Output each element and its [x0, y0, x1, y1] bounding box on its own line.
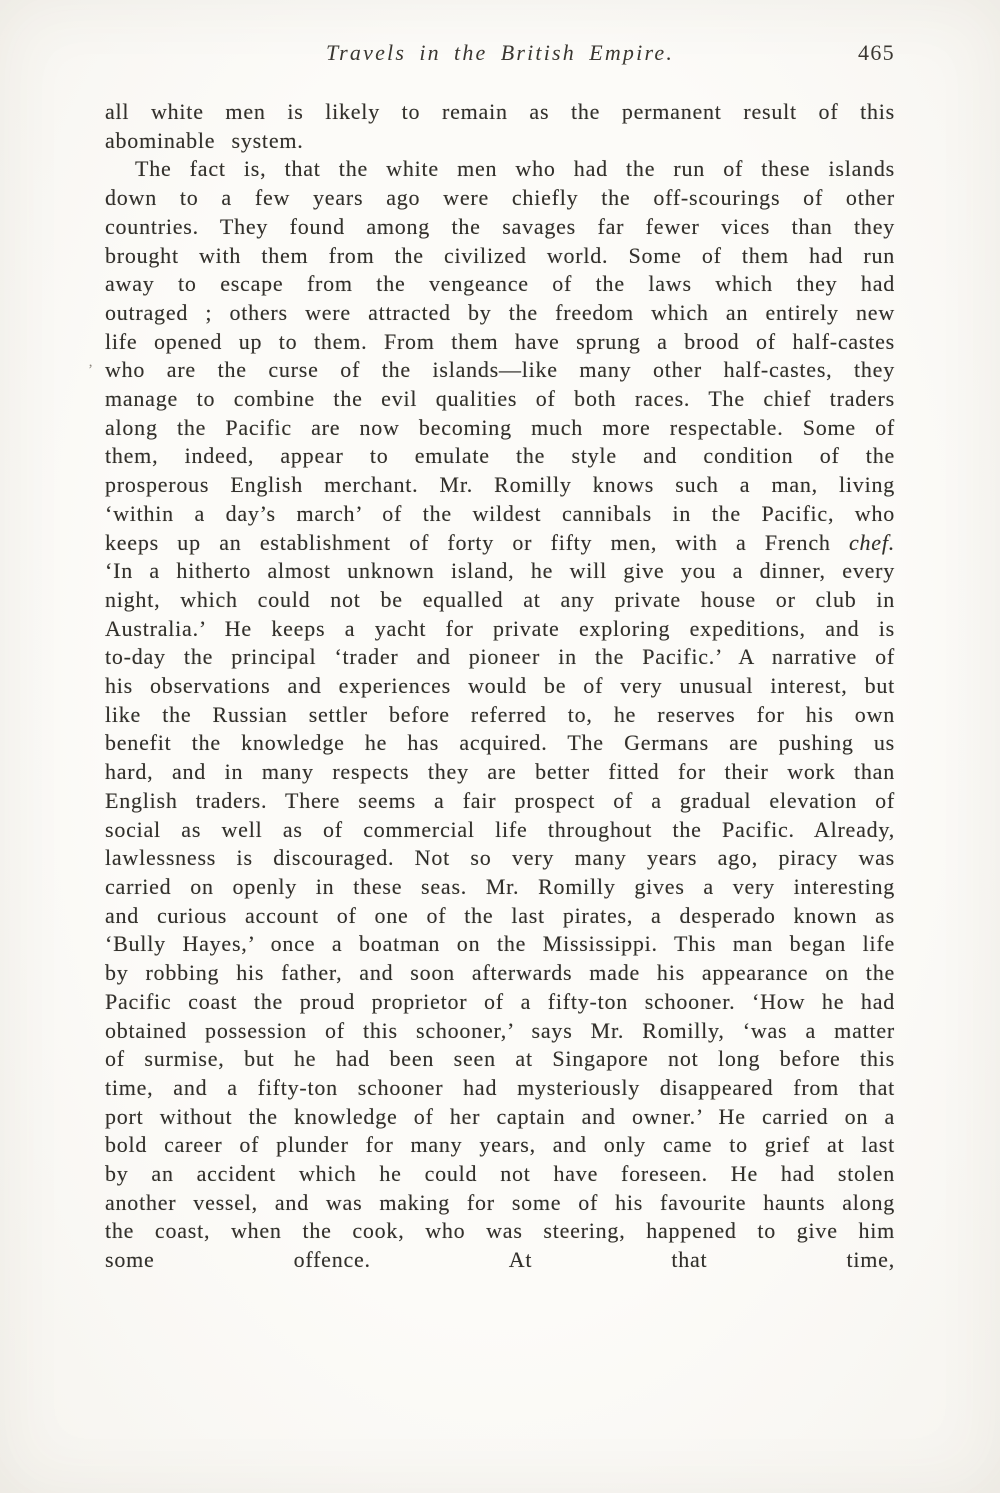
- page-number: 465: [858, 40, 895, 65]
- scan-artifact-mark: ’: [88, 362, 93, 378]
- running-header-title: Travels in the British Empire.: [325, 40, 675, 65]
- paragraph-text-before-italic: The fact is, that the white men who had the run of these islands down to a few years ago were chiefly the off-scourings of other countries. They found among the savages far fewer vices than they brought with them from the civilized world. Some of them had run away to escape from the vengeance of the laws which they had outraged ; others were attracted by the freedom which an entirely new life opened up to them. From them have sprung a brood of half-castes who are the curse of the islands—like many other half-castes, they manage to combine the evil qualities of both races. The chief traders along the Pacific are now becoming much more respectable. Some of them, indeed, appear to emulate the style and condition of the prosperous English merchant. Mr. Romilly knows such a man, living ‘within a day’s march’ of the wildest cannibals in the Pacific, who keeps up an establishment of forty or fifty men, with a French: [105, 156, 895, 555]
- italic-word: chef.: [849, 529, 895, 555]
- page-text-block: [105, 98, 895, 1275]
- running-header: [105, 40, 895, 74]
- paragraph-continuation: all white men is likely to remain as the permanent result of this abominable system.: [105, 99, 895, 153]
- paragraph: [105, 155, 895, 1274]
- paragraph-text-after-italic: ‘In a hitherto almost unknown island, he will give you a dinner, every night, which could not be equalled at any private house or club in Australia.’ He keeps a yacht for private exploring expeditions, and is to-day the principal ‘trader and pioneer in the Pacific.’ A narrative of his observations and experiences would be of very unusual interest, but like the Russian settler before referred to, he reserves for his own benefit the knowledge he has acquired. The Germans are pushing us hard, and in many respects they are better fitted for their work than English traders. There seems a fair prospect of a gradual elevation of social as well as of commercial life throughout the Pacific. Already, lawlessness is discouraged. Not so very many years ago, piracy was carried on openly in these seas. Mr. Romilly gives a very interesting and curious account of one of the last pirates, a desperado known as ‘Bully Hayes,’ once a boatman on the Mississippi. This man began life by robbing his father, and soon afterwards made his appearance on the Pacific coast the proud proprietor of a fifty-ton schooner. ‘How he had obtained possession of this schooner,’ says Mr. Romilly, ‘was a matter of surmise, but he had been seen at Singapore not long before this time, and a fifty-ton schooner had mysteriously disappeared from that port without the knowledge of her captain and owner.’ He carried on a bold career of plunder for many years, and only came to grief at last by an accident which he could not have foreseen. He had stolen another vessel, and was making for some of his favourite haunts along the coast, when the cook, who was steering, happened to give him some offence. At that time,: [105, 558, 895, 1273]
